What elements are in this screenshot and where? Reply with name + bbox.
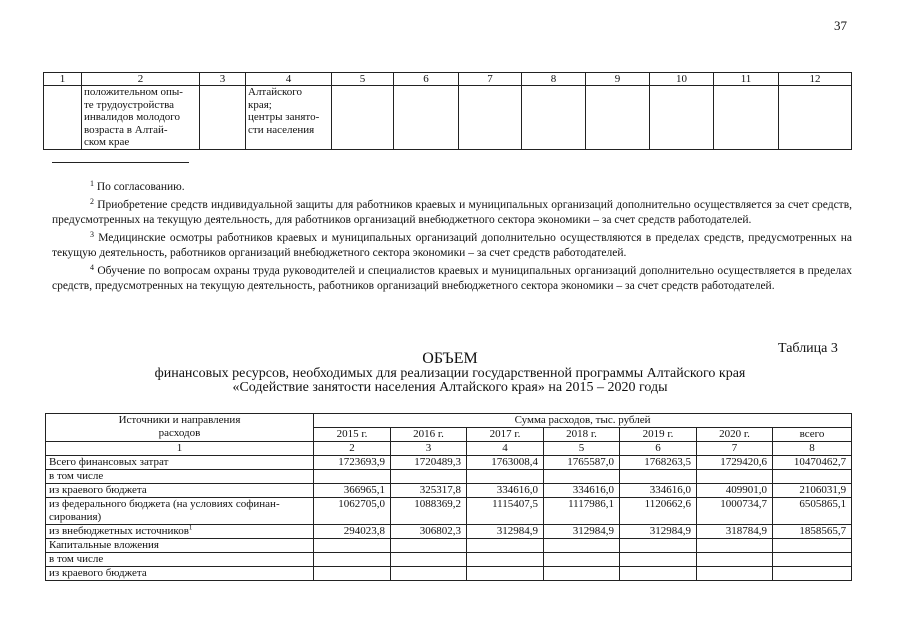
value-cell: 334616,0 bbox=[467, 484, 544, 498]
table-row bbox=[46, 553, 852, 567]
year-header: 2017 г. bbox=[467, 428, 544, 442]
value-cell bbox=[314, 567, 391, 581]
value-cell bbox=[391, 539, 467, 553]
title-line: финансовых ресурсов, необходимых для реализации государственной программы Алтайского края bbox=[154, 366, 746, 381]
column-number: 2 bbox=[314, 442, 391, 456]
column-number: 3 bbox=[200, 73, 246, 86]
cell-line: возраста в Алтай- bbox=[84, 123, 168, 136]
cell-line: положительном опы- bbox=[84, 86, 183, 98]
row-label bbox=[46, 498, 314, 525]
column-number: 2 bbox=[82, 73, 200, 86]
value-cell bbox=[544, 553, 620, 567]
header-row bbox=[46, 414, 852, 428]
footnote-number: 1 bbox=[90, 179, 94, 188]
footnote bbox=[52, 264, 852, 295]
value-cell: 1720489,3 bbox=[391, 456, 467, 470]
value-cell bbox=[697, 567, 773, 581]
column-number: 9 bbox=[586, 73, 650, 86]
cell-line: центры занято- bbox=[248, 111, 320, 123]
cell-line: Алтайского bbox=[248, 86, 303, 98]
year-header: 2016 г. bbox=[391, 428, 467, 442]
year-header: 2019 г. bbox=[620, 428, 697, 442]
value-cell bbox=[467, 553, 544, 567]
year-header: 2018 г. bbox=[544, 428, 620, 442]
value-cell bbox=[314, 539, 391, 553]
footnote-text: По согласованию. bbox=[96, 181, 185, 193]
top-table-header-row bbox=[44, 73, 852, 86]
footnote-ref: 1 bbox=[188, 524, 193, 532]
footnote bbox=[52, 198, 852, 229]
value-cell bbox=[544, 567, 620, 581]
value-cell bbox=[773, 553, 852, 567]
row-label: в том числе bbox=[46, 470, 314, 484]
value-cell: 366965,1 bbox=[314, 484, 391, 498]
page-number: 37 bbox=[834, 18, 847, 33]
cell-line: сти населения bbox=[248, 123, 315, 136]
value-cell: 1858565,7 bbox=[773, 525, 852, 539]
row-label: в том числе bbox=[46, 553, 314, 567]
table-row bbox=[46, 525, 852, 539]
row-label bbox=[46, 525, 314, 539]
executor-cell bbox=[246, 86, 332, 150]
value-cell bbox=[544, 539, 620, 553]
table-cell bbox=[522, 86, 586, 150]
row-label-text: из внебюджетных источников bbox=[49, 525, 189, 537]
value-cell: 2106031,9 bbox=[773, 484, 852, 498]
column-number: 7 bbox=[697, 442, 773, 456]
table-row bbox=[46, 470, 852, 484]
value-cell bbox=[697, 539, 773, 553]
value-cell bbox=[773, 567, 852, 581]
value-cell bbox=[697, 470, 773, 484]
value-cell bbox=[620, 567, 697, 581]
column-number: 12 bbox=[779, 73, 852, 86]
value-cell: 1768263,5 bbox=[620, 456, 697, 470]
value-cell: 1062705,0 bbox=[314, 498, 391, 525]
footnote-text: Медицинские осмотры работников краевых и муниципальных организаций дополнительно осуществляются в пределах средств, предусмотренных на текущую деятельность, работников организаций внебюджетного сектора экономики – за счет средств работодателей. bbox=[52, 231, 852, 259]
table-row bbox=[46, 456, 852, 470]
value-cell bbox=[467, 567, 544, 581]
value-cell bbox=[620, 539, 697, 553]
value-cell: 325317,8 bbox=[391, 484, 467, 498]
year-header: 2020 г. bbox=[697, 428, 773, 442]
value-cell: 1117986,1 bbox=[544, 498, 620, 525]
row-label: Капитальные вложения bbox=[46, 539, 314, 553]
cell-line: ском крае bbox=[84, 136, 130, 148]
value-cell: 1115407,5 bbox=[467, 498, 544, 525]
source-header bbox=[46, 414, 314, 442]
footnotes bbox=[52, 180, 852, 297]
value-cell: 1000734,7 bbox=[697, 498, 773, 525]
row-label-line: из федерального бюджета (на условиях софинан- bbox=[49, 498, 280, 510]
footnote-separator bbox=[52, 162, 189, 163]
value-cell bbox=[391, 470, 467, 484]
column-number: 1 bbox=[46, 442, 314, 456]
table-row bbox=[46, 567, 852, 581]
column-number: 5 bbox=[544, 442, 620, 456]
value-cell: 318784,9 bbox=[697, 525, 773, 539]
value-cell bbox=[467, 539, 544, 553]
table-cell bbox=[44, 86, 82, 150]
value-cell bbox=[314, 470, 391, 484]
value-cell: 1723693,9 bbox=[314, 456, 391, 470]
row-label: из краевого бюджета bbox=[46, 484, 314, 498]
table-cell bbox=[586, 86, 650, 150]
value-cell: 312984,9 bbox=[620, 525, 697, 539]
table-cell bbox=[459, 86, 522, 150]
value-cell: 1729420,6 bbox=[697, 456, 773, 470]
row-label-line: сирования) bbox=[49, 511, 102, 523]
footnote bbox=[52, 180, 852, 196]
value-cell bbox=[620, 553, 697, 567]
header-line: Источники и направления bbox=[118, 414, 241, 426]
table-cell bbox=[650, 86, 714, 150]
table-cell bbox=[394, 86, 459, 150]
total-header: всего bbox=[773, 428, 852, 442]
table-row bbox=[46, 484, 852, 498]
table-label: Таблица 3 bbox=[778, 341, 838, 356]
value-cell: 10470462,7 bbox=[773, 456, 852, 470]
column-number: 6 bbox=[620, 442, 697, 456]
column-number: 7 bbox=[459, 73, 522, 86]
table-title bbox=[95, 350, 805, 395]
title-main: ОБЪЕМ bbox=[422, 350, 478, 367]
sum-header: Сумма расходов, тыс. рублей bbox=[314, 414, 852, 428]
column-numbers-row bbox=[46, 442, 852, 456]
measure-description-cell bbox=[82, 86, 200, 150]
table-cell bbox=[779, 86, 852, 150]
year-header: 2015 г. bbox=[314, 428, 391, 442]
table-cell bbox=[200, 86, 246, 150]
column-number: 5 bbox=[332, 73, 394, 86]
title-line: «Содействие занятости населения Алтайского края» на 2015 – 2020 годы bbox=[232, 380, 668, 395]
finance-table bbox=[45, 413, 852, 581]
value-cell: 312984,9 bbox=[467, 525, 544, 539]
cell-line: края; bbox=[248, 98, 272, 111]
footnote-number: 4 bbox=[90, 262, 94, 272]
value-cell: 409901,0 bbox=[697, 484, 773, 498]
value-cell: 334616,0 bbox=[544, 484, 620, 498]
value-cell bbox=[620, 470, 697, 484]
value-cell bbox=[697, 553, 773, 567]
footnote-number: 3 bbox=[90, 229, 94, 239]
column-number: 6 bbox=[394, 73, 459, 86]
value-cell bbox=[314, 553, 391, 567]
value-cell bbox=[391, 553, 467, 567]
column-number: 1 bbox=[44, 73, 82, 86]
footnote bbox=[52, 231, 852, 262]
value-cell: 334616,0 bbox=[620, 484, 697, 498]
value-cell bbox=[773, 470, 852, 484]
value-cell bbox=[773, 539, 852, 553]
column-number: 3 bbox=[391, 442, 467, 456]
top-table-fragment bbox=[43, 72, 852, 150]
top-table-row bbox=[44, 86, 852, 150]
value-cell bbox=[467, 470, 544, 484]
cell-line: инвалидов молодого bbox=[84, 111, 181, 123]
row-label: из краевого бюджета bbox=[46, 567, 314, 581]
column-number: 4 bbox=[246, 73, 332, 86]
cell-line: те трудоустройства bbox=[84, 98, 175, 111]
value-cell: 306802,3 bbox=[391, 525, 467, 539]
value-cell: 312984,9 bbox=[544, 525, 620, 539]
column-number: 4 bbox=[467, 442, 544, 456]
value-cell: 294023,8 bbox=[314, 525, 391, 539]
value-cell bbox=[544, 470, 620, 484]
row-label: Всего финансовых затрат bbox=[46, 456, 314, 470]
column-number: 8 bbox=[773, 442, 852, 456]
value-cell: 1765587,0 bbox=[544, 456, 620, 470]
column-number: 10 bbox=[650, 73, 714, 86]
column-number: 8 bbox=[522, 73, 586, 86]
header-line: расходов bbox=[158, 427, 201, 439]
value-cell: 1120662,6 bbox=[620, 498, 697, 525]
value-cell bbox=[391, 567, 467, 581]
value-cell: 6505865,1 bbox=[773, 498, 852, 525]
value-cell: 1088369,2 bbox=[391, 498, 467, 525]
table-cell bbox=[332, 86, 394, 150]
value-cell: 1763008,4 bbox=[467, 456, 544, 470]
footnote-text: Обучение по вопросам охраны труда руководителей и специалистов краевых и муниципальных организаций дополнительно осуществляется в пределах средств, предусмотренных на текущую деятельность, работников организаций внебюджетного сектора экономики – за счет средств работодателей. bbox=[52, 264, 852, 292]
footnote-number: 2 bbox=[90, 196, 94, 206]
table-row bbox=[46, 498, 852, 525]
column-number: 11 bbox=[714, 73, 779, 86]
table-cell bbox=[714, 86, 779, 150]
table-row bbox=[46, 539, 852, 553]
footnote-text: Приобретение средств индивидуальной защиты для работников краевых и муниципальных организаций дополнительно осуществляется за счет средств, предусмотренных на текущую деятельность, для работников организаций внебюджетного сектора экономики – за счет средств работодателей. bbox=[52, 198, 853, 226]
